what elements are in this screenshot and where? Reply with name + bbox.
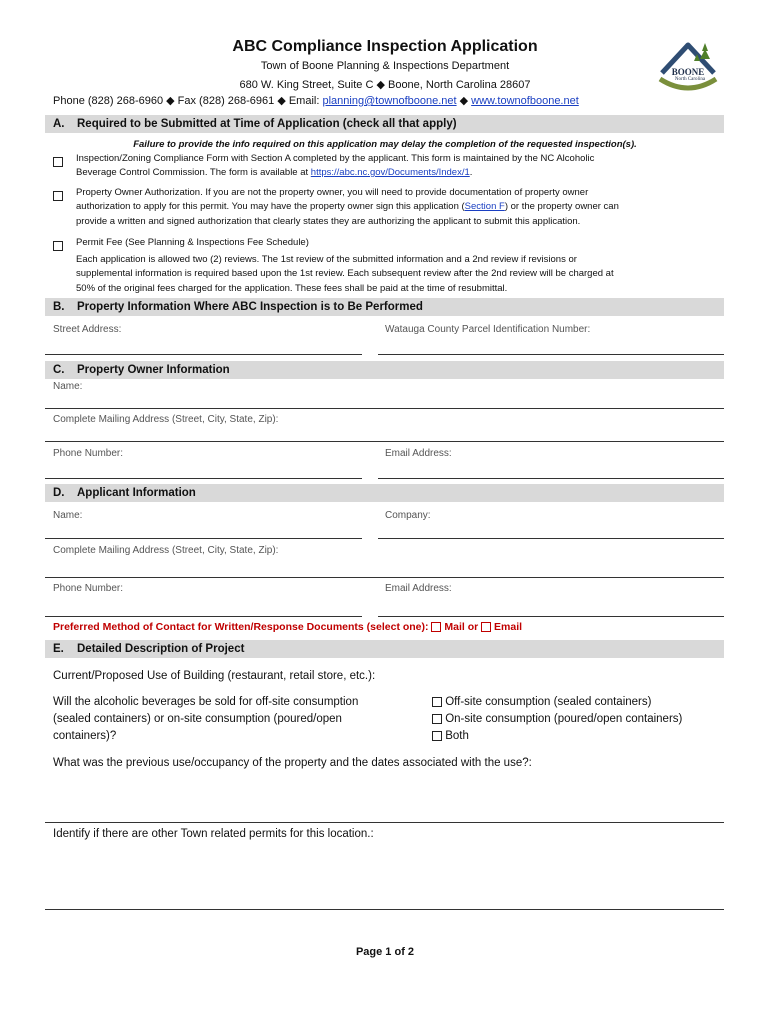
owner-phone-label: Phone Number:	[53, 448, 124, 459]
section-letter: B.	[53, 301, 65, 313]
section-letter: A.	[53, 118, 65, 130]
checkbox-icon[interactable]	[432, 714, 442, 724]
item3-title: Permit Fee (See Planning & Inspections Fee Schedule)	[76, 237, 309, 248]
applicant-phone-field[interactable]	[45, 616, 362, 617]
item3-line2: supplemental information is required based upon the 1st review. Each subsequent review after the 2nd review will be charged at	[76, 268, 614, 279]
section-title: Detailed Description of Project	[77, 643, 245, 655]
consumption-question-line2: (sealed containers) or on-site consumption (poured/open	[53, 713, 342, 725]
option-offsite[interactable]	[432, 694, 651, 711]
checkbox-permit-fee[interactable]	[53, 237, 63, 255]
checkbox-icon[interactable]	[53, 157, 63, 167]
preferred-contact-label: Preferred Method of Contact for Written/Response Documents (select one):	[53, 621, 432, 633]
separator: ◆	[456, 95, 472, 107]
section-d-header	[45, 484, 724, 502]
website-link[interactable]: www.townofboone.net	[471, 95, 579, 107]
checkbox-icon[interactable]	[53, 191, 63, 201]
applicant-email-field[interactable]	[378, 616, 724, 617]
department-name: Town of Boone Planning & Inspections Department	[260, 60, 510, 72]
applicant-name-label: Name:	[53, 510, 83, 521]
contact-line	[53, 94, 579, 107]
applicant-name-field[interactable]	[45, 538, 362, 539]
warning-text: Failure to provide the info required on this application may delay the completion of the requested inspection(s).	[133, 139, 637, 150]
option-onsite[interactable]	[432, 711, 682, 728]
section-letter: D.	[53, 487, 65, 499]
applicant-mailing-label: Complete Mailing Address (Street, City, State, Zip):	[53, 545, 279, 556]
mail-option-label: Mail or	[444, 621, 482, 633]
applicant-mailing-field[interactable]	[45, 577, 724, 578]
email-link[interactable]: planning@townofboone.net	[322, 95, 457, 107]
section-title: Applicant Information	[77, 487, 196, 499]
section-letter: C.	[53, 364, 65, 376]
phone-fax-text: Phone (828) 268-6960 ◆ Fax (828) 268-6961 ◆ Email:	[53, 95, 323, 107]
logo-text: BOONE	[671, 67, 705, 77]
owner-email-field[interactable]	[378, 478, 724, 479]
option-onsite-label: On-site consumption (poured/open containers)	[445, 713, 683, 725]
abc-documents-link[interactable]: https://abc.nc.gov/Documents/Index/1	[310, 167, 470, 178]
mail-checkbox[interactable]	[431, 622, 441, 632]
section-title: Property Information Where ABC Inspection is to Be Performed	[77, 301, 423, 313]
section-e-header	[45, 640, 724, 658]
preferred-contact-row	[53, 621, 522, 633]
item1-text: Beverage Control Commission. The form is available at	[76, 167, 311, 178]
checkbox-icon[interactable]	[53, 241, 63, 251]
item1-end: .	[469, 167, 473, 178]
applicant-company-label: Company:	[385, 510, 431, 521]
checkbox-owner-authorization[interactable]	[53, 187, 63, 205]
item2-text-cont: ) or the property owner can	[504, 201, 619, 212]
town-logo	[656, 33, 720, 95]
section-title: Required to be Submitted at Time of Application (check all that apply)	[77, 118, 457, 130]
page-title: ABC Compliance Inspection Application	[232, 38, 538, 55]
owner-name-label: Name:	[53, 381, 83, 392]
item2-line3: provide a written and signed authorization that clearly states they are authorizing the applicant to submit this application.	[76, 216, 581, 227]
option-offsite-label: Off-site consumption (sealed containers)	[445, 696, 652, 708]
consumption-question-line3: containers)?	[53, 730, 117, 742]
mountain-logo-icon	[656, 33, 720, 95]
street-address-field[interactable]	[45, 354, 362, 355]
email-checkbox[interactable]	[481, 622, 491, 632]
logo-subtext: North Carolina	[674, 77, 706, 82]
section-a-header	[45, 115, 724, 133]
consumption-question-line1: Will the alcoholic beverages be sold for off-site consumption	[53, 696, 359, 708]
option-both-label: Both	[445, 730, 469, 742]
previous-use-label: What was the previous use/occupancy of the property and the dates associated with the use?:	[53, 757, 532, 769]
owner-name-field[interactable]	[45, 408, 724, 409]
item2-line2	[76, 200, 619, 214]
street-address-label: Street Address:	[53, 324, 122, 335]
parcel-id-label: Watauga County Parcel Identification Number:	[385, 324, 591, 335]
department-address: 680 W. King Street, Suite C ◆ Boone, North Carolina 28607	[239, 79, 531, 91]
current-use-label: Current/Proposed Use of Building (restaurant, retail store, etc.):	[53, 670, 376, 682]
email-option-label: Email	[494, 621, 523, 633]
section-f-link[interactable]: Section F	[464, 201, 505, 212]
owner-mailing-label: Complete Mailing Address (Street, City, State, Zip):	[53, 414, 279, 425]
item2-text: authorization to apply for this permit. You may have the property owner sign this application (	[76, 201, 465, 212]
checkbox-icon[interactable]	[432, 731, 442, 741]
owner-phone-field[interactable]	[45, 478, 362, 479]
applicant-email-label: Email Address:	[385, 583, 452, 594]
section-title: Property Owner Information	[77, 364, 230, 376]
previous-use-field[interactable]	[45, 822, 724, 823]
other-permits-label: Identify if there are other Town related permits for this location.:	[53, 828, 374, 840]
checkbox-icon[interactable]	[432, 697, 442, 707]
parcel-id-field[interactable]	[378, 354, 724, 355]
section-c-header	[45, 361, 724, 379]
section-letter: E.	[53, 643, 64, 655]
item2-line1: Property Owner Authorization. If you are not the property owner, you will need to provide documentation of property owner	[76, 187, 589, 198]
section-b-header	[45, 298, 724, 316]
owner-mailing-field[interactable]	[45, 441, 724, 442]
item3-line1: Each application is allowed two (2) reviews. The 1st review of the submitted information and a 2nd review if revisions or	[76, 254, 577, 265]
checkbox-inspection-form[interactable]	[53, 153, 63, 171]
item1-line2	[76, 166, 472, 180]
item1-line1: Inspection/Zoning Compliance Form with Section A completed by the applicant. This form is maintained by the NC Alcoholic	[76, 153, 595, 164]
applicant-company-field[interactable]	[378, 538, 724, 539]
owner-email-label: Email Address:	[385, 448, 452, 459]
page-number: Page 1 of 2	[355, 946, 415, 958]
item3-line3: 50% of the original fees charged for the application. These fees shall be paid at the time of resubmittal.	[76, 283, 508, 294]
option-both[interactable]	[432, 728, 469, 745]
other-permits-field[interactable]	[45, 909, 724, 910]
applicant-phone-label: Phone Number:	[53, 583, 124, 594]
